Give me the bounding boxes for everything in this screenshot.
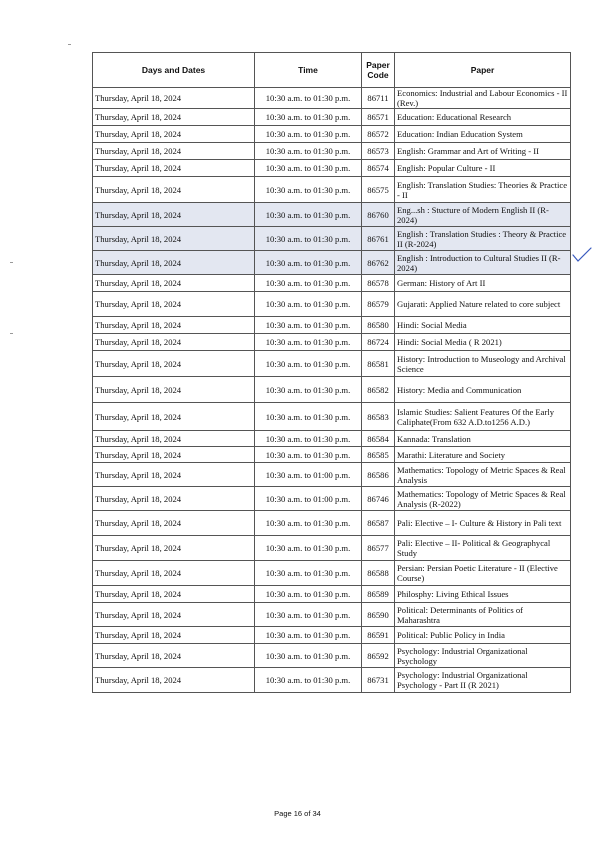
paper-code-cell: 86580 xyxy=(362,317,395,334)
paper-code-cell: 86572 xyxy=(362,126,395,143)
paper-code-cell: 86577 xyxy=(362,536,395,561)
time-cell: 10:30 a.m. to 01:30 p.m. xyxy=(255,203,362,227)
date-cell: Thursday, April 18, 2024 xyxy=(93,644,255,668)
table-row xyxy=(93,351,571,377)
paper-name-cell: Psychology: Industrial Organizational Psychology - Part II (R 2021) xyxy=(395,668,571,693)
table-row xyxy=(93,447,571,463)
date-cell: Thursday, April 18, 2024 xyxy=(93,351,255,377)
date-cell: Thursday, April 18, 2024 xyxy=(93,275,255,292)
paper-code-cell: 86574 xyxy=(362,160,395,177)
date-cell: Thursday, April 18, 2024 xyxy=(93,627,255,644)
date-cell: Thursday, April 18, 2024 xyxy=(93,160,255,177)
paper-code-cell: 86582 xyxy=(362,377,395,403)
date-cell: Thursday, April 18, 2024 xyxy=(93,109,255,126)
paper-name-cell: Mathematics: Topology of Metric Spaces & Real Analysis (R-2022) xyxy=(395,487,571,511)
paper-name-cell: History: Media and Communication xyxy=(395,377,571,403)
table-row xyxy=(93,377,571,403)
table-row xyxy=(93,275,571,292)
header-paper-code: Paper Code xyxy=(362,53,395,88)
exam-schedule-table xyxy=(92,52,571,693)
paper-code-cell: 86581 xyxy=(362,351,395,377)
paper-code-cell: 86579 xyxy=(362,292,395,317)
table-row xyxy=(93,561,571,586)
paper-name-cell: Philosphy: Living Ethical Issues xyxy=(395,586,571,603)
table-row xyxy=(93,160,571,177)
time-cell: 10:30 a.m. to 01:30 p.m. xyxy=(255,177,362,203)
paper-name-cell: Political: Determinants of Politics of Maharashtra xyxy=(395,603,571,627)
time-cell: 10:30 a.m. to 01:30 p.m. xyxy=(255,603,362,627)
time-cell: 10:30 a.m. to 01:30 p.m. xyxy=(255,403,362,431)
time-cell: 10:30 a.m. to 01:30 p.m. xyxy=(255,160,362,177)
time-cell: 10:30 a.m. to 01:30 p.m. xyxy=(255,227,362,251)
paper-code-cell: 86761 xyxy=(362,227,395,251)
time-cell: 10:30 a.m. to 01:30 p.m. xyxy=(255,275,362,292)
paper-name-cell: English : Introduction to Cultural Studies II (R-2024) xyxy=(395,251,571,275)
paper-code-cell: 86584 xyxy=(362,431,395,447)
table-row xyxy=(93,644,571,668)
margin-mark xyxy=(68,44,71,45)
date-cell: Thursday, April 18, 2024 xyxy=(93,511,255,536)
table-row xyxy=(93,463,571,487)
paper-name-cell: Gujarati: Applied Nature related to core subject xyxy=(395,292,571,317)
time-cell: 10:30 a.m. to 01:30 p.m. xyxy=(255,351,362,377)
paper-code-cell: 86573 xyxy=(362,143,395,160)
time-cell: 10:30 a.m. to 01:30 p.m. xyxy=(255,586,362,603)
time-cell: 10:30 a.m. to 01:30 p.m. xyxy=(255,511,362,536)
date-cell: Thursday, April 18, 2024 xyxy=(93,586,255,603)
time-cell: 10:30 a.m. to 01:30 p.m. xyxy=(255,431,362,447)
table-row xyxy=(93,88,571,109)
date-cell: Thursday, April 18, 2024 xyxy=(93,463,255,487)
paper-name-cell: Persian: Persian Poetic Literature - II (Elective Course) xyxy=(395,561,571,586)
paper-code-cell: 86746 xyxy=(362,487,395,511)
paper-name-cell: Eng...sh : Stucture of Modern English II (R-2024) xyxy=(395,203,571,227)
paper-name-cell: German: History of Art II xyxy=(395,275,571,292)
table-row xyxy=(93,586,571,603)
paper-code-cell: 86588 xyxy=(362,561,395,586)
paper-name-cell: Hindi: Social Media ( R 2021) xyxy=(395,334,571,351)
paper-name-cell: Pali: Elective – I- Culture & History in Pali text xyxy=(395,511,571,536)
date-cell: Thursday, April 18, 2024 xyxy=(93,334,255,351)
time-cell: 10:30 a.m. to 01:30 p.m. xyxy=(255,109,362,126)
date-cell: Thursday, April 18, 2024 xyxy=(93,227,255,251)
paper-code-cell: 86762 xyxy=(362,251,395,275)
paper-code-cell: 86586 xyxy=(362,463,395,487)
paper-code-cell: 86578 xyxy=(362,275,395,292)
time-cell: 10:30 a.m. to 01:30 p.m. xyxy=(255,251,362,275)
margin-mark xyxy=(10,262,13,263)
time-cell: 10:30 a.m. to 01:30 p.m. xyxy=(255,292,362,317)
paper-code-cell: 86592 xyxy=(362,644,395,668)
paper-name-cell: Islamic Studies: Salient Features Of the Early Caliphate(From 632 A.D.to1256 A.D.) xyxy=(395,403,571,431)
table-row xyxy=(93,317,571,334)
date-cell: Thursday, April 18, 2024 xyxy=(93,143,255,160)
paper-name-cell: Pali: Elective – II- Political & Geographycal Study xyxy=(395,536,571,561)
date-cell: Thursday, April 18, 2024 xyxy=(93,561,255,586)
paper-name-cell: Marathi: Literature and Society xyxy=(395,447,571,463)
paper-code-cell: 86590 xyxy=(362,603,395,627)
table-row xyxy=(93,536,571,561)
table-row xyxy=(93,143,571,160)
time-cell: 10:30 a.m. to 01:00 p.m. xyxy=(255,463,362,487)
time-cell: 10:30 a.m. to 01:30 p.m. xyxy=(255,668,362,693)
table-row xyxy=(93,109,571,126)
time-cell: 10:30 a.m. to 01:30 p.m. xyxy=(255,377,362,403)
checkmark-icon xyxy=(572,245,592,265)
paper-name-cell: Education: Educational Research xyxy=(395,109,571,126)
header-time: Time xyxy=(255,53,362,88)
table-row xyxy=(93,292,571,317)
paper-name-cell: English : Translation Studies : Theory & Practice II (R-2024) xyxy=(395,227,571,251)
paper-name-cell: History: Introduction to Museology and Archival Science xyxy=(395,351,571,377)
margin-mark xyxy=(10,333,13,334)
table-row xyxy=(93,431,571,447)
date-cell: Thursday, April 18, 2024 xyxy=(93,317,255,334)
time-cell: 10:30 a.m. to 01:30 p.m. xyxy=(255,627,362,644)
table-row xyxy=(93,203,571,227)
paper-name-cell: English: Grammar and Art of Writing - II xyxy=(395,143,571,160)
table-row xyxy=(93,251,571,275)
paper-code-cell: 86587 xyxy=(362,511,395,536)
paper-name-cell: Political: Public Policy in India xyxy=(395,627,571,644)
paper-name-cell: Kannada: Translation xyxy=(395,431,571,447)
date-cell: Thursday, April 18, 2024 xyxy=(93,292,255,317)
paper-code-cell: 86731 xyxy=(362,668,395,693)
paper-name-cell: Hindi: Social Media xyxy=(395,317,571,334)
date-cell: Thursday, April 18, 2024 xyxy=(93,377,255,403)
time-cell: 10:30 a.m. to 01:30 p.m. xyxy=(255,447,362,463)
table-row xyxy=(93,177,571,203)
paper-code-cell: 86724 xyxy=(362,334,395,351)
table-row xyxy=(93,511,571,536)
table-row xyxy=(93,487,571,511)
header-paper: Paper xyxy=(395,53,571,88)
table-row xyxy=(93,603,571,627)
time-cell: 10:30 a.m. to 01:30 p.m. xyxy=(255,561,362,586)
paper-code-cell: 86760 xyxy=(362,203,395,227)
paper-name-cell: Economics: Industrial and Labour Economics - II (Rev.) xyxy=(395,88,571,109)
time-cell: 10:30 a.m. to 01:30 p.m. xyxy=(255,88,362,109)
date-cell: Thursday, April 18, 2024 xyxy=(93,403,255,431)
paper-code-cell: 86575 xyxy=(362,177,395,203)
paper-name-cell: Psychology: Industrial Organizational Psychology xyxy=(395,644,571,668)
table-row xyxy=(93,627,571,644)
date-cell: Thursday, April 18, 2024 xyxy=(93,447,255,463)
paper-name-cell: Mathematics: Topology of Metric Spaces & Real Analysis xyxy=(395,463,571,487)
time-cell: 10:30 a.m. to 01:30 p.m. xyxy=(255,536,362,561)
table-row xyxy=(93,126,571,143)
paper-code-cell: 86589 xyxy=(362,586,395,603)
date-cell: Thursday, April 18, 2024 xyxy=(93,431,255,447)
time-cell: 10:30 a.m. to 01:30 p.m. xyxy=(255,334,362,351)
paper-name-cell: English: Popular Culture - II xyxy=(395,160,571,177)
paper-name-cell: English: Translation Studies: Theories & Practice - II xyxy=(395,177,571,203)
date-cell: Thursday, April 18, 2024 xyxy=(93,536,255,561)
time-cell: 10:30 a.m. to 01:30 p.m. xyxy=(255,143,362,160)
date-cell: Thursday, April 18, 2024 xyxy=(93,88,255,109)
paper-name-cell: Education: Indian Education System xyxy=(395,126,571,143)
paper-code-cell: 86583 xyxy=(362,403,395,431)
paper-code-cell: 86571 xyxy=(362,109,395,126)
date-cell: Thursday, April 18, 2024 xyxy=(93,126,255,143)
time-cell: 10:30 a.m. to 01:30 p.m. xyxy=(255,126,362,143)
time-cell: 10:30 a.m. to 01:30 p.m. xyxy=(255,317,362,334)
page-number: Page 16 of 34 xyxy=(274,809,321,818)
table-row xyxy=(93,334,571,351)
time-cell: 10:30 a.m. to 01:00 p.m. xyxy=(255,487,362,511)
paper-code-cell: 86711 xyxy=(362,88,395,109)
date-cell: Thursday, April 18, 2024 xyxy=(93,487,255,511)
date-cell: Thursday, April 18, 2024 xyxy=(93,603,255,627)
date-cell: Thursday, April 18, 2024 xyxy=(93,203,255,227)
paper-code-cell: 86585 xyxy=(362,447,395,463)
paper-code-cell: 86591 xyxy=(362,627,395,644)
time-cell: 10:30 a.m. to 01:30 p.m. xyxy=(255,644,362,668)
header-days-and-dates: Days and Dates xyxy=(93,53,255,88)
table-row xyxy=(93,403,571,431)
date-cell: Thursday, April 18, 2024 xyxy=(93,668,255,693)
table-row xyxy=(93,227,571,251)
table-header-row xyxy=(93,53,571,88)
date-cell: Thursday, April 18, 2024 xyxy=(93,177,255,203)
date-cell: Thursday, April 18, 2024 xyxy=(93,251,255,275)
table-row xyxy=(93,668,571,693)
